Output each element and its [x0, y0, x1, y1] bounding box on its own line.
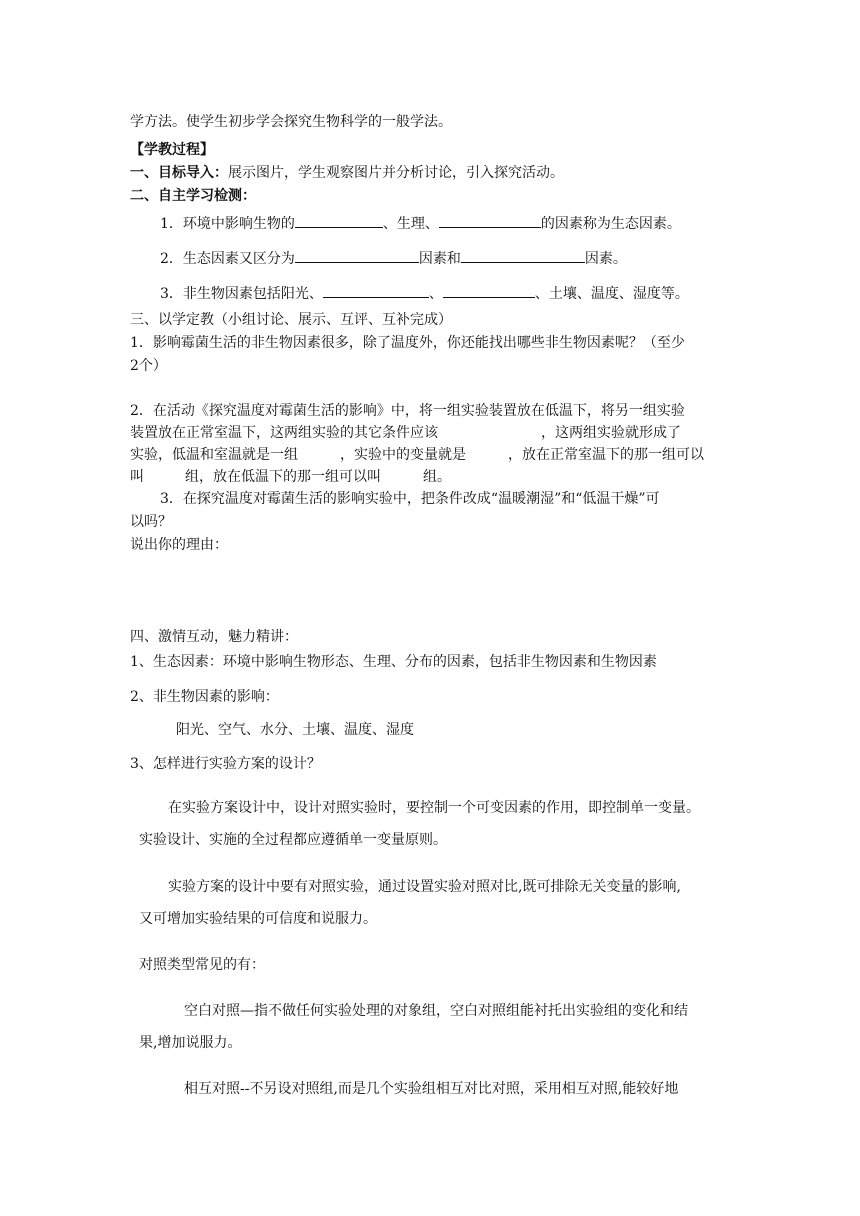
text-line: 空白对照—指不做任何实验处理的对象组，空白对照组能衬托出实验组的变化和结 [184, 1003, 688, 1019]
text-line: 实验设计、实施的全过程都应遵循单一变量原则。 [139, 832, 447, 848]
question-text: 、 [428, 286, 443, 302]
question-text: 组，放在低温下的那一组可以叫 [185, 469, 381, 485]
text-line [130, 468, 451, 486]
question-text: 的因素称为生态因素。 [540, 216, 681, 232]
text-line: 阳光、空气、水分、土壤、温度、湿度 [176, 722, 414, 738]
fill-blank[interactable] [295, 214, 383, 228]
question-line [160, 249, 627, 268]
question-text: 装置放在正常室温下，这两组实验的其它条件应该 [130, 425, 438, 441]
section-heading: 三、以学定教（小组讨论、展示、互评、互补完成） [130, 312, 452, 328]
text-line: 3、怎样进行实验方案的设计？ [130, 756, 321, 772]
text-line: 2个） [130, 358, 167, 374]
text-line: 说出你的理由： [130, 537, 228, 553]
question-text: 、土壤、温度、湿度等。 [534, 286, 689, 302]
text-line: 2．在活动《探究温度对霉菌生活的影响》中，将一组实验装置放在低温下，将另一组实验 [130, 403, 685, 419]
fill-blank[interactable] [439, 214, 541, 228]
text-line: 果,增加说服力。 [139, 1035, 242, 1051]
text-line [130, 424, 681, 442]
question-text: 、生理、 [382, 216, 439, 232]
question-text: 因素。 [584, 251, 627, 267]
question-text: 叫 [130, 469, 144, 485]
question-line [160, 214, 681, 233]
section-heading: 【学教过程】 [130, 142, 214, 158]
question-line [160, 284, 689, 303]
section-heading: 二、自主学习检测： [130, 188, 256, 204]
question-text: ，这两组实验就形成了 [541, 425, 681, 441]
fill-blank[interactable] [443, 284, 535, 298]
question-text: 组。 [423, 469, 451, 485]
text-line [130, 164, 564, 182]
text-line: 以吗？ [130, 514, 172, 530]
question-text: 实验，低温和室温就是一组 [130, 447, 298, 463]
section-heading: 一、目标导入： [130, 165, 228, 181]
text-line: 3．在探究温度对霉菌生活的影响实验中，把条件改成“温暖潮湿”和“低温干燥”可 [160, 491, 660, 507]
text-line: 相互对照--不另设对照组,而是几个实验组相互对比对照，采用相互对照,能较好地 [184, 1081, 679, 1097]
question-text: 1．环境中影响生物的 [160, 216, 295, 232]
text-line: 实验方案的设计中要有对照实验，通过设置实验对照对比,既可排除无关变量的影响, [168, 879, 681, 895]
text-line: 1．影响霉菌生活的非生物因素很多，除了温度外，你还能找出哪些非生物因素呢？（至少 [130, 335, 685, 351]
section-text: 展示图片，学生观察图片并分析讨论，引入探究活动。 [228, 165, 564, 181]
fill-blank[interactable] [461, 249, 585, 263]
question-text: 因素和 [418, 251, 461, 267]
fill-blank[interactable] [295, 249, 419, 263]
text-line [130, 446, 704, 464]
text-line: 在实验方案设计中，设计对照实验时，要控制一个可变因素的作用，即控制单一变量。 [168, 800, 700, 816]
text-line: 学方法。使学生初步学会探究生物科学的一般学法。 [130, 114, 452, 130]
fill-blank[interactable] [323, 284, 429, 298]
section-heading: 四、激情互动，魅力精讲： [130, 629, 298, 645]
question-text: ，放在正常室温下的那一组可以 [508, 447, 704, 463]
question-text: ，实验中的变量就是 [340, 447, 466, 463]
text-line: 对照类型常见的有： [139, 957, 265, 973]
question-text: 2．生态因素又区分为 [160, 251, 295, 267]
text-line: 1、生态因素：环境中影响生物形态、生理、分布的因素，包括非生物因素和生物因素 [130, 654, 657, 670]
question-text: 3．非生物因素包括阳光、 [160, 286, 323, 302]
text-line: 又可增加实验结果的可信度和说服力。 [139, 911, 377, 927]
text-line: 2、非生物因素的影响： [130, 689, 279, 705]
